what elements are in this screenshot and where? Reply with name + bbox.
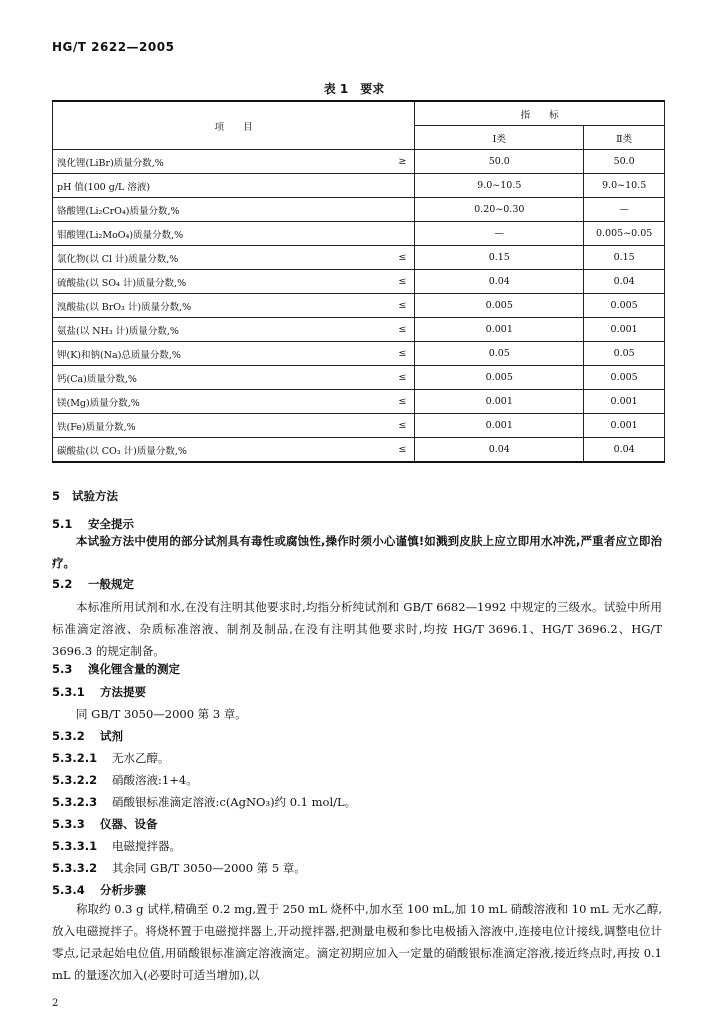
limit-symbol-cell: ≥ [384,150,415,174]
limit-symbol-cell: ≤ [384,294,415,318]
type2-value-cell: 0.001 [584,318,665,342]
item-name-cell: 钼酸锂(Li₂MoO₄)质量分数,% [53,222,385,246]
type1-value-cell: 0.001 [415,318,584,342]
table-header-row [53,101,665,126]
limit-symbol-cell: ≤ [384,414,415,438]
type1-value-cell: 0.005 [415,294,584,318]
type2-value-cell: 0.001 [584,414,665,438]
requirements-table [52,100,665,463]
section-5-3-3-heading: 5.3.3 仪器、设备 [52,817,158,831]
section-5-3-4-heading: 5.3.4 分析步骤 [52,883,146,897]
item-name-cell: 铬酸锂(Li₂CrO₄)质量分数,% [53,198,385,222]
section-5-heading: 5 试验方法 [52,489,118,503]
type1-value-cell: 50.0 [415,150,584,174]
item-name-cell: 铁(Fe)质量分数,% [53,414,385,438]
table-row [53,294,665,318]
col-header-index: 指 标 [415,101,665,126]
item-name-cell: 镁(Mg)质量分数,% [53,390,385,414]
section-5-3-heading: 5.3 溴化锂含量的测定 [52,662,180,676]
safety-warning-text: 本试验方法中使用的部分试剂具有毒性或腐蚀性,操作时须小心谨慎!如溅到皮肤上应立即用水冲洗,严重者应立即治疗。 [52,534,662,570]
limit-symbol-cell: ≤ [384,318,415,342]
limit-symbol-cell: ≤ [384,342,415,366]
limit-symbol-cell: ≤ [384,246,415,270]
type1-value-cell: — [415,222,584,246]
item-name-cell: 硫酸盐(以 SO₄ 计)质量分数,% [53,270,385,294]
type1-value-cell: 0.005 [415,366,584,390]
reagent-item-3: 5.3.2.3 硝酸银标准滴定溶液:c(AgNO₃)约 0.1 mol/L。 [52,795,357,809]
equipment-item-2: 5.3.3.2 其余同 GB/T 3050—2000 第 5 章。 [52,861,306,875]
method-summary-text: 同 GB/T 3050—2000 第 3 章。 [76,707,247,721]
type1-value-cell: 9.0~10.5 [415,174,584,198]
type2-value-cell: 0.001 [584,390,665,414]
section-5-2-heading: 5.2 一般规定 [52,577,134,591]
type1-value-cell: 0.001 [415,414,584,438]
item-name-cell: 氯化物(以 Cl 计)质量分数,% [53,246,385,270]
table-row [53,174,665,198]
page-number: 2 [52,998,59,1009]
table-row [53,198,665,222]
item-name-cell: 溴酸盐(以 BrO₃ 计)质量分数,% [53,294,385,318]
section-5-1-heading: 5.1 安全提示 [52,517,134,531]
limit-symbol-cell [384,174,415,198]
analysis-steps-text: 称取约 0.3 g 试样,精确至 0.2 mg,置于 250 mL 烧杯中,加水至 100 mL,加 10 mL 硝酸溶液和 10 mL 无水乙醇,放入电磁搅拌子。将烧杯置于电磁搅拌器上,开动搅拌器,把测量电极和参比电极插入溶液中,连接电位计接线,调整电位计零点,记录起始电位值,用硝酸银标准滴定溶液滴定。滴定初期应加入一定量的硝酸银标准滴定溶液,接近终点时,再按 0.1 mL 的量逐次加入(必要时可适当增加),以 [52,902,662,982]
item-name-cell: 碳酸盐(以 CO₃ 计)质量分数,% [53,438,385,463]
table-row [53,342,665,366]
table-row [53,390,665,414]
table-row [53,366,665,390]
standard-code-header: HG/T 2622—2005 [52,40,175,54]
equipment-item-1: 5.3.3.1 电磁搅拌器。 [52,839,181,853]
table-row [53,414,665,438]
table-row [53,438,665,463]
type1-value-cell: 0.05 [415,342,584,366]
limit-symbol-cell [384,222,415,246]
col-header-item: 项 目 [53,101,415,150]
type2-value-cell: 0.005 [584,366,665,390]
col-header-type1: Ⅰ类 [415,126,584,150]
type1-value-cell: 0.20~0.30 [415,198,584,222]
col-header-type2: Ⅱ类 [584,126,665,150]
item-name-cell: 钙(Ca)质量分数,% [53,366,385,390]
item-name-cell: 钾(K)和钠(Na)总质量分数,% [53,342,385,366]
type2-value-cell: 0.005~0.05 [584,222,665,246]
type2-value-cell: 9.0~10.5 [584,174,665,198]
item-name-cell: 氨盐(以 NH₃ 计)质量分数,% [53,318,385,342]
type1-value-cell: 0.15 [415,246,584,270]
limit-symbol-cell: ≤ [384,366,415,390]
table-row [53,246,665,270]
type2-value-cell: 0.04 [584,270,665,294]
table-row [53,270,665,294]
limit-symbol-cell [384,198,415,222]
table-row [53,222,665,246]
limit-symbol-cell: ≤ [384,390,415,414]
reagent-item-1: 5.3.2.1 无水乙醇。 [52,751,170,765]
section-5-3-1-heading: 5.3.1 方法提要 [52,685,146,699]
type2-value-cell: 0.04 [584,438,665,463]
type1-value-cell: 0.04 [415,438,584,463]
table-title: 表 1 要求 [323,82,385,96]
limit-symbol-cell: ≤ [384,438,415,463]
type2-value-cell: 0.15 [584,246,665,270]
type1-value-cell: 0.04 [415,270,584,294]
type1-value-cell: 0.001 [415,390,584,414]
general-rules-text: 本标准所用试剂和水,在没有注明其他要求时,均指分析纯试剂和 GB/T 6682—1992 中规定的三级水。试验中所用标准滴定溶液、杂质标准溶液、制剂及制品,在没有注明其他要求时,均按 HG/T 3696.1、HG/T 3696.2、HG/T 3696.3 的规定制备。 [52,600,662,658]
type2-value-cell: — [584,198,665,222]
reagent-item-2: 5.3.2.2 硝酸溶液:1+4。 [52,773,198,787]
item-name-cell: pH 值(100 g/L 溶液) [53,174,385,198]
type2-value-cell: 0.005 [584,294,665,318]
item-name-cell: 溴化锂(LiBr)质量分数,% [53,150,385,174]
type2-value-cell: 50.0 [584,150,665,174]
limit-symbol-cell: ≤ [384,270,415,294]
table-row [53,150,665,174]
type2-value-cell: 0.05 [584,342,665,366]
table-row [53,318,665,342]
section-5-3-2-heading: 5.3.2 试剂 [52,729,123,743]
